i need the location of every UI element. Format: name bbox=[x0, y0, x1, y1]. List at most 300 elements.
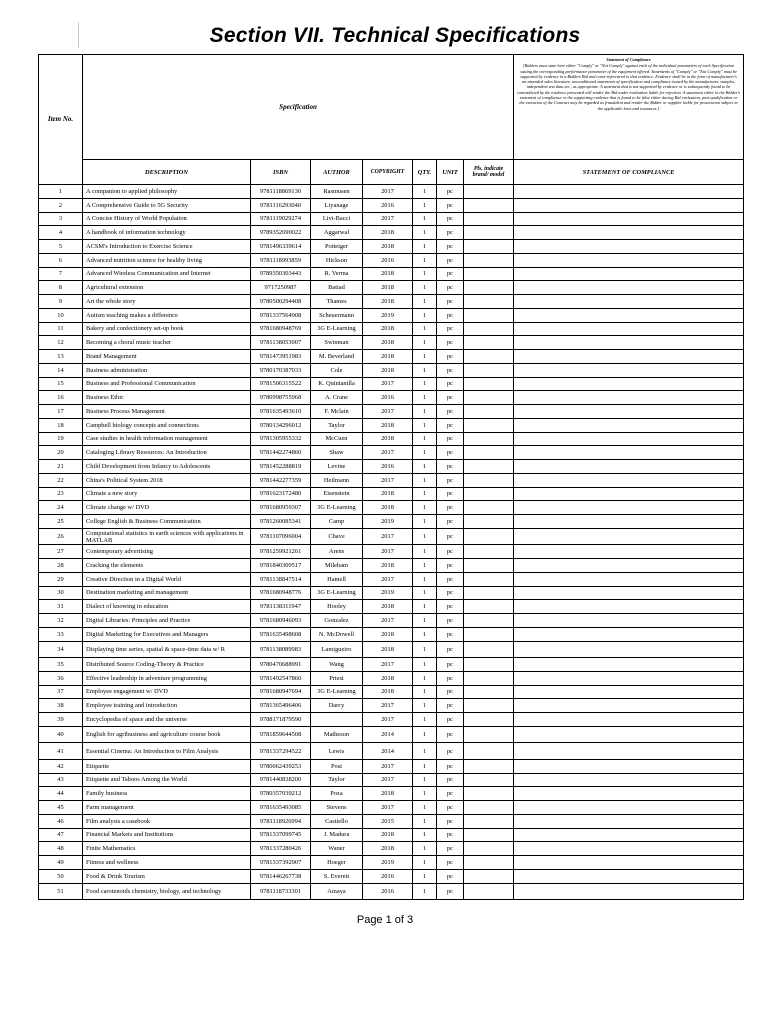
item-number: 50 bbox=[39, 869, 83, 883]
item-statement-of-compliance bbox=[514, 212, 744, 226]
item-brand-model bbox=[464, 446, 514, 460]
item-isbn: 9717250987 bbox=[251, 281, 311, 295]
item-description: Food carotenoids chemistry, biology, and technology bbox=[83, 883, 251, 900]
item-isbn: 9781337280426 bbox=[251, 842, 311, 856]
item-unit: pc bbox=[437, 240, 464, 254]
item-brand-model bbox=[464, 267, 514, 281]
item-unit: pc bbox=[437, 685, 464, 699]
item-number: 25 bbox=[39, 515, 83, 529]
item-statement-of-compliance bbox=[514, 814, 744, 828]
item-copyright: 2014 bbox=[363, 743, 413, 760]
item-isbn: 9781259921261 bbox=[251, 545, 311, 559]
item-number: 10 bbox=[39, 308, 83, 322]
item-statement-of-compliance bbox=[514, 363, 744, 377]
item-number: 21 bbox=[39, 460, 83, 474]
item-unit: pc bbox=[437, 212, 464, 226]
item-qty: 1 bbox=[413, 627, 437, 641]
compliance-instructions bbox=[514, 55, 744, 160]
item-statement-of-compliance bbox=[514, 308, 744, 322]
item-qty: 1 bbox=[413, 685, 437, 699]
item-brand-model bbox=[464, 295, 514, 309]
item-isbn: 9781337099745 bbox=[251, 828, 311, 842]
item-brand-model bbox=[464, 658, 514, 672]
item-qty: 1 bbox=[413, 185, 437, 199]
item-number: 12 bbox=[39, 336, 83, 350]
item-isbn: 9781260085341 bbox=[251, 515, 311, 529]
item-statement-of-compliance bbox=[514, 801, 744, 815]
item-author: Taylor bbox=[311, 773, 363, 787]
item-isbn: 9781452288819 bbox=[251, 460, 311, 474]
table-row bbox=[39, 226, 744, 240]
item-qty: 1 bbox=[413, 446, 437, 460]
item-isbn: 9781506315522 bbox=[251, 377, 311, 391]
item-brand-model bbox=[464, 253, 514, 267]
item-copyright: 2018 bbox=[363, 336, 413, 350]
item-unit: pc bbox=[437, 267, 464, 281]
item-number: 32 bbox=[39, 614, 83, 628]
item-brand-model bbox=[464, 671, 514, 685]
item-author: Priest bbox=[311, 671, 363, 685]
item-description: A Comprehensive Guide to 5G Security bbox=[83, 198, 251, 212]
item-brand-model bbox=[464, 572, 514, 586]
item-qty: 1 bbox=[413, 267, 437, 281]
item-isbn: 9781840309517 bbox=[251, 559, 311, 573]
item-description: College English & Business Communication bbox=[83, 515, 251, 529]
table-row bbox=[39, 671, 744, 685]
item-qty: 1 bbox=[413, 814, 437, 828]
specification-table bbox=[38, 54, 744, 900]
item-brand-model bbox=[464, 627, 514, 641]
item-qty: 1 bbox=[413, 377, 437, 391]
item-number: 9 bbox=[39, 295, 83, 309]
item-statement-of-compliance bbox=[514, 743, 744, 760]
item-copyright: 2019 bbox=[363, 586, 413, 600]
item-statement-of-compliance bbox=[514, 460, 744, 474]
item-isbn: 9781118869130 bbox=[251, 185, 311, 199]
item-author: Post bbox=[311, 759, 363, 773]
item-author: McCuen bbox=[311, 432, 363, 446]
item-rows bbox=[39, 185, 744, 900]
item-brand-model bbox=[464, 473, 514, 487]
item-statement-of-compliance bbox=[514, 281, 744, 295]
description-header: DESCRIPTION bbox=[83, 160, 251, 185]
item-isbn: 9781138847514 bbox=[251, 572, 311, 586]
item-description: A Concise History of World Population bbox=[83, 212, 251, 226]
item-qty: 1 bbox=[413, 350, 437, 364]
item-qty: 1 bbox=[413, 713, 437, 727]
item-description: Employee training and introduction bbox=[83, 699, 251, 713]
item-unit: pc bbox=[437, 814, 464, 828]
item-brand-model bbox=[464, 212, 514, 226]
item-author: Wang bbox=[311, 658, 363, 672]
item-copyright: 2017 bbox=[363, 572, 413, 586]
table-row bbox=[39, 198, 744, 212]
item-copyright: 2017 bbox=[363, 446, 413, 460]
item-statement-of-compliance bbox=[514, 350, 744, 364]
item-description: Financial Markets and Institutions bbox=[83, 828, 251, 842]
item-statement-of-compliance bbox=[514, 699, 744, 713]
item-unit: pc bbox=[437, 572, 464, 586]
item-qty: 1 bbox=[413, 773, 437, 787]
item-isbn: 9781623172480 bbox=[251, 487, 311, 501]
item-number: 26 bbox=[39, 528, 83, 545]
item-description: Business Process Management bbox=[83, 405, 251, 419]
item-number: 8 bbox=[39, 281, 83, 295]
item-number: 16 bbox=[39, 391, 83, 405]
item-copyright: 2014 bbox=[363, 726, 413, 743]
item-copyright: 2018 bbox=[363, 267, 413, 281]
item-number: 33 bbox=[39, 627, 83, 641]
item-description: A handbook of information technology bbox=[83, 226, 251, 240]
item-number: 23 bbox=[39, 487, 83, 501]
table-row bbox=[39, 869, 744, 883]
item-statement-of-compliance bbox=[514, 759, 744, 773]
table-row bbox=[39, 253, 744, 267]
brand-model-header: Pls. indicate brand/ model bbox=[464, 160, 514, 185]
item-qty: 1 bbox=[413, 212, 437, 226]
item-copyright: 2017 bbox=[363, 473, 413, 487]
table-row bbox=[39, 545, 744, 559]
item-description: Climate change w/ DVD bbox=[83, 501, 251, 515]
item-copyright: 2018 bbox=[363, 627, 413, 641]
item-copyright: 2018 bbox=[363, 226, 413, 240]
item-number: 5 bbox=[39, 240, 83, 254]
item-author: N. McDowell bbox=[311, 627, 363, 641]
table-row bbox=[39, 685, 744, 699]
item-number: 30 bbox=[39, 586, 83, 600]
item-isbn: 9780062439253 bbox=[251, 759, 311, 773]
item-author: Heilmann bbox=[311, 473, 363, 487]
item-brand-model bbox=[464, 773, 514, 787]
item-number: 36 bbox=[39, 671, 83, 685]
item-isbn: 9781337392907 bbox=[251, 856, 311, 870]
item-author: 3G E-Learning bbox=[311, 586, 363, 600]
item-qty: 1 bbox=[413, 487, 437, 501]
item-description: Cracking the elements bbox=[83, 559, 251, 573]
item-author: Mileham bbox=[311, 559, 363, 573]
item-qty: 1 bbox=[413, 572, 437, 586]
item-isbn: 9781635493085 bbox=[251, 801, 311, 815]
table-row bbox=[39, 185, 744, 199]
item-statement-of-compliance bbox=[514, 418, 744, 432]
item-statement-of-compliance bbox=[514, 501, 744, 515]
table-row bbox=[39, 814, 744, 828]
table-row bbox=[39, 295, 744, 309]
item-unit: pc bbox=[437, 432, 464, 446]
item-unit: pc bbox=[437, 842, 464, 856]
item-copyright: 2018 bbox=[363, 281, 413, 295]
item-author: Hickson bbox=[311, 253, 363, 267]
table-row bbox=[39, 801, 744, 815]
item-copyright: 2018 bbox=[363, 685, 413, 699]
item-description: Digital Marketing for Executives and Managers bbox=[83, 627, 251, 641]
table-row bbox=[39, 828, 744, 842]
item-copyright: 2017 bbox=[363, 545, 413, 559]
item-statement-of-compliance bbox=[514, 267, 744, 281]
item-qty: 1 bbox=[413, 743, 437, 760]
item-brand-model bbox=[464, 240, 514, 254]
item-copyright: 2019 bbox=[363, 308, 413, 322]
item-statement-of-compliance bbox=[514, 627, 744, 641]
item-unit: pc bbox=[437, 545, 464, 559]
item-number: 41 bbox=[39, 743, 83, 760]
item-qty: 1 bbox=[413, 883, 437, 900]
table-row bbox=[39, 446, 744, 460]
item-description: Campbell biology concepts and connections bbox=[83, 418, 251, 432]
item-isbn: 9789350303443 bbox=[251, 267, 311, 281]
item-author: Stevens bbox=[311, 801, 363, 815]
item-qty: 1 bbox=[413, 600, 437, 614]
item-qty: 1 bbox=[413, 787, 437, 801]
item-qty: 1 bbox=[413, 240, 437, 254]
item-copyright: 2019 bbox=[363, 515, 413, 529]
item-author: Waner bbox=[311, 842, 363, 856]
item-isbn: 9781116293040 bbox=[251, 198, 311, 212]
statement-of-compliance-header: STATEMENT OF COMPLIANCE bbox=[514, 160, 744, 185]
item-author: Potteiger bbox=[311, 240, 363, 254]
item-isbn: 9781118993859 bbox=[251, 253, 311, 267]
item-statement-of-compliance bbox=[514, 685, 744, 699]
item-number: 7 bbox=[39, 267, 83, 281]
item-unit: pc bbox=[437, 528, 464, 545]
item-author: Chave bbox=[311, 528, 363, 545]
item-qty: 1 bbox=[413, 226, 437, 240]
item-qty: 1 bbox=[413, 545, 437, 559]
item-statement-of-compliance bbox=[514, 726, 744, 743]
item-description: Displaying time series, spatial & space-time data w/ R bbox=[83, 641, 251, 658]
table-row bbox=[39, 699, 744, 713]
item-copyright: 2019 bbox=[363, 856, 413, 870]
table-row bbox=[39, 418, 744, 432]
item-isbn: 9781473951983 bbox=[251, 350, 311, 364]
item-isbn: 9781365496406 bbox=[251, 699, 311, 713]
item-copyright: 2018 bbox=[363, 787, 413, 801]
item-unit: pc bbox=[437, 586, 464, 600]
item-unit: pc bbox=[437, 828, 464, 842]
item-unit: pc bbox=[437, 559, 464, 573]
item-brand-model bbox=[464, 405, 514, 419]
item-author: A. Crane bbox=[311, 391, 363, 405]
item-statement-of-compliance bbox=[514, 842, 744, 856]
item-isbn: 9781118733301 bbox=[251, 883, 311, 900]
item-isbn: 9781305955332 bbox=[251, 432, 311, 446]
item-copyright: 2018 bbox=[363, 671, 413, 685]
item-brand-model bbox=[464, 759, 514, 773]
item-isbn: 9781492547860 bbox=[251, 671, 311, 685]
table-row bbox=[39, 614, 744, 628]
table-row bbox=[39, 600, 744, 614]
item-brand-model bbox=[464, 559, 514, 573]
item-isbn: 9781440838200 bbox=[251, 773, 311, 787]
item-statement-of-compliance bbox=[514, 713, 744, 727]
item-description: Cataloging Library Resources: An Introduction bbox=[83, 446, 251, 460]
item-statement-of-compliance bbox=[514, 240, 744, 254]
item-isbn: 9781138053007 bbox=[251, 336, 311, 350]
item-unit: pc bbox=[437, 198, 464, 212]
item-isbn: 9781680948769 bbox=[251, 322, 311, 336]
item-description: Creative Direction in a Digital World bbox=[83, 572, 251, 586]
item-number: 49 bbox=[39, 856, 83, 870]
item-statement-of-compliance bbox=[514, 432, 744, 446]
item-statement-of-compliance bbox=[514, 336, 744, 350]
item-author: S. Everett bbox=[311, 869, 363, 883]
item-author: M. Beverland bbox=[311, 350, 363, 364]
item-description: Fitness and wellness bbox=[83, 856, 251, 870]
isbn-header: ISBN bbox=[251, 160, 311, 185]
item-author: Eisenstein bbox=[311, 487, 363, 501]
item-qty: 1 bbox=[413, 460, 437, 474]
table-row bbox=[39, 363, 744, 377]
item-description: China's Political System 2018 bbox=[83, 473, 251, 487]
item-qty: 1 bbox=[413, 658, 437, 672]
item-copyright: 2017 bbox=[363, 699, 413, 713]
item-author: Camp bbox=[311, 515, 363, 529]
item-brand-model bbox=[464, 432, 514, 446]
item-statement-of-compliance bbox=[514, 787, 744, 801]
item-unit: pc bbox=[437, 856, 464, 870]
item-description: Food & Drink Tourism bbox=[83, 869, 251, 883]
item-brand-model bbox=[464, 743, 514, 760]
item-unit: pc bbox=[437, 295, 464, 309]
item-description: Film analysis a casebook bbox=[83, 814, 251, 828]
item-unit: pc bbox=[437, 308, 464, 322]
item-brand-model bbox=[464, 418, 514, 432]
item-unit: pc bbox=[437, 391, 464, 405]
item-unit: pc bbox=[437, 405, 464, 419]
item-description: English for agribusiness and agriculture course book bbox=[83, 726, 251, 743]
item-number: 37 bbox=[39, 685, 83, 699]
item-author: Cole bbox=[311, 363, 363, 377]
item-statement-of-compliance bbox=[514, 828, 744, 842]
item-statement-of-compliance bbox=[514, 446, 744, 460]
item-unit: pc bbox=[437, 185, 464, 199]
item-copyright: 2017 bbox=[363, 773, 413, 787]
item-qty: 1 bbox=[413, 614, 437, 628]
item-statement-of-compliance bbox=[514, 515, 744, 529]
item-qty: 1 bbox=[413, 528, 437, 545]
item-qty: 1 bbox=[413, 869, 437, 883]
table-row bbox=[39, 473, 744, 487]
item-isbn: 9780357039212 bbox=[251, 787, 311, 801]
item-author: Lamigueiro bbox=[311, 641, 363, 658]
item-brand-model bbox=[464, 281, 514, 295]
item-copyright: 2017 bbox=[363, 377, 413, 391]
item-number: 38 bbox=[39, 699, 83, 713]
item-number: 35 bbox=[39, 658, 83, 672]
item-description: Agricultural extension bbox=[83, 281, 251, 295]
item-unit: pc bbox=[437, 671, 464, 685]
item-description: Encyclopedia of space and the universe bbox=[83, 713, 251, 727]
table-row bbox=[39, 658, 744, 672]
table-row bbox=[39, 883, 744, 900]
item-isbn: 9781680947694 bbox=[251, 685, 311, 699]
item-copyright: 2017 bbox=[363, 185, 413, 199]
item-statement-of-compliance bbox=[514, 391, 744, 405]
item-unit: pc bbox=[437, 418, 464, 432]
qty-header: QTY. bbox=[413, 160, 437, 185]
item-isbn: 9781859644508 bbox=[251, 726, 311, 743]
item-description: Etiquette bbox=[83, 759, 251, 773]
item-description: Farm management bbox=[83, 801, 251, 815]
item-brand-model bbox=[464, 586, 514, 600]
item-unit: pc bbox=[437, 658, 464, 672]
item-isbn: 9781138311947 bbox=[251, 600, 311, 614]
item-author: Batiad bbox=[311, 281, 363, 295]
item-brand-model bbox=[464, 828, 514, 842]
table-row bbox=[39, 787, 744, 801]
item-statement-of-compliance bbox=[514, 473, 744, 487]
item-description: Etiquette and Taboos Among the World bbox=[83, 773, 251, 787]
item-author: Hoeger bbox=[311, 856, 363, 870]
table-row bbox=[39, 308, 744, 322]
item-copyright: 2017 bbox=[363, 801, 413, 815]
item-copyright: 2018 bbox=[363, 559, 413, 573]
item-number: 18 bbox=[39, 418, 83, 432]
item-statement-of-compliance bbox=[514, 600, 744, 614]
table-row bbox=[39, 267, 744, 281]
item-description: Advanced nutrition science for healthy living bbox=[83, 253, 251, 267]
item-no-header: Item No. bbox=[39, 55, 83, 185]
item-author: Darcy bbox=[311, 699, 363, 713]
item-brand-model bbox=[464, 226, 514, 240]
item-statement-of-compliance bbox=[514, 559, 744, 573]
item-description: Climate a new story bbox=[83, 487, 251, 501]
item-copyright: 2016 bbox=[363, 253, 413, 267]
item-unit: pc bbox=[437, 322, 464, 336]
item-qty: 1 bbox=[413, 671, 437, 685]
item-number: 15 bbox=[39, 377, 83, 391]
item-statement-of-compliance bbox=[514, 614, 744, 628]
item-qty: 1 bbox=[413, 559, 437, 573]
item-number: 27 bbox=[39, 545, 83, 559]
item-statement-of-compliance bbox=[514, 322, 744, 336]
item-brand-model bbox=[464, 600, 514, 614]
item-isbn: 9781442274860 bbox=[251, 446, 311, 460]
item-author: Poza bbox=[311, 787, 363, 801]
table-row bbox=[39, 240, 744, 254]
item-copyright: 2017 bbox=[363, 614, 413, 628]
unit-header: UNIT bbox=[437, 160, 464, 185]
item-isbn: 9781442277359 bbox=[251, 473, 311, 487]
item-author: Taylor bbox=[311, 418, 363, 432]
item-number: 48 bbox=[39, 842, 83, 856]
item-statement-of-compliance bbox=[514, 658, 744, 672]
item-copyright: 2016 bbox=[363, 198, 413, 212]
item-isbn: 9781337294522 bbox=[251, 743, 311, 760]
item-description: Destination marketing and management bbox=[83, 586, 251, 600]
item-author: Thames bbox=[311, 295, 363, 309]
item-statement-of-compliance bbox=[514, 295, 744, 309]
item-brand-model bbox=[464, 699, 514, 713]
item-number: 6 bbox=[39, 253, 83, 267]
item-author: Arens bbox=[311, 545, 363, 559]
item-brand-model bbox=[464, 528, 514, 545]
item-description: ACSM's Introduction to Exercise Science bbox=[83, 240, 251, 254]
table-row bbox=[39, 759, 744, 773]
item-brand-model bbox=[464, 641, 514, 658]
item-copyright: 2017 bbox=[363, 528, 413, 545]
item-author: Rasmusen bbox=[311, 185, 363, 199]
item-brand-model bbox=[464, 460, 514, 474]
item-copyright: 2016 bbox=[363, 883, 413, 900]
item-copyright: 2018 bbox=[363, 363, 413, 377]
item-number: 1 bbox=[39, 185, 83, 199]
item-statement-of-compliance bbox=[514, 545, 744, 559]
item-number: 47 bbox=[39, 828, 83, 842]
item-qty: 1 bbox=[413, 515, 437, 529]
item-number: 4 bbox=[39, 226, 83, 240]
item-qty: 1 bbox=[413, 726, 437, 743]
